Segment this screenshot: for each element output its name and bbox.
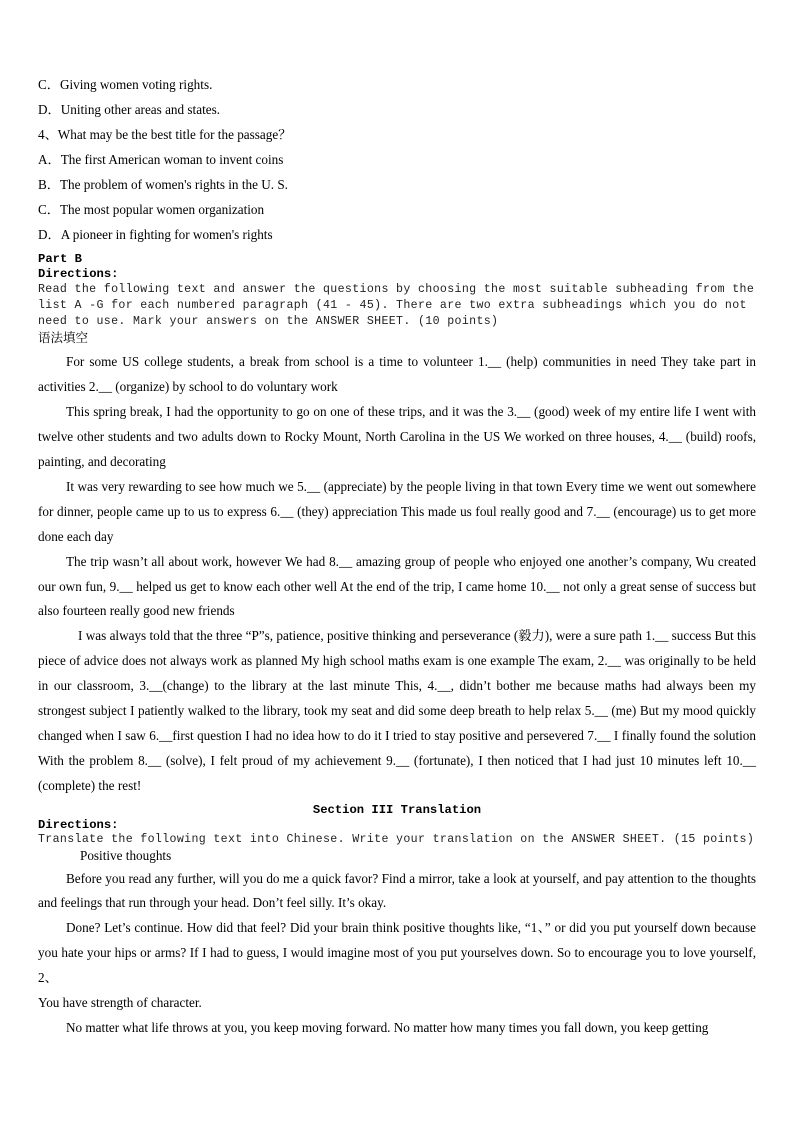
part-b-directions-label: Directions: (38, 267, 119, 281)
cloze-p1-paragraph-3: It was very rewarding to see how much we 5.__ (appreciate) by the people living in that town Every time we went out somewhere for dinner, people came up to us to express 6.__ (they) appreciation This made us foul really good and 7.__ (encourage) us to get more done each day (38, 478, 756, 544)
q3-option-d: D．Uniting other areas and states. (38, 102, 221, 117)
cloze-p2-paragraph: I was always told that the three “P”s, patience, positive thinking and perseverance (毅力), were a sure path 1.__ success But this piece of advice does not always work as planned My high school maths exam is one example The exam, 2.__ was originally to be held in our classroom, 3.__(change) to the library at the last minute This, 4.__, didn’t bother me because maths had always been my strongest subject I patiently walked to the library, took my seat and did some deep breath to help relax 5.__ (me) But my mood quickly changed when I saw 6.__first question I had no idea how to do it I tried to stay positive and persevered 7.__ I finally found the solution With the problem 8.__ (solve), I felt proud of my achievement 9.__ (fortunate), I then noticed that I had just 10 minutes left 10.__ (complete) the rest! (38, 628, 756, 793)
translation-last-paragraph: No matter what life throws at you, you keep moving forward. No matter how many times you fall down, you keep getting (66, 1019, 709, 1035)
cloze-p1-paragraph-1: For some US college students, a break from school is a time to volunteer 1.__ (help) communities in need They take part in activities 2.__ (organize) by school to do voluntary work (38, 354, 756, 395)
translation-plain-line: You have strength of character. (38, 995, 202, 1011)
q4-option-d: D．A pioneer in fighting for women's rights (38, 227, 273, 242)
cloze-label: 语法填空 (38, 330, 89, 346)
section3-heading: Section III Translation (312, 802, 482, 817)
cloze-p1-paragraph-4: The trip wasn’t all about work, however We had 8.__ amazing group of people who enjoyed one another’s company, Wu created our own fun, 9.__ helped us get to know each other well At the end of the trip, I came home 10.__ not only a great sense of success but also fourteen really good new friends (38, 553, 756, 619)
translation-paragraph-1: Before you read any further, will you do me a quick favor? Find a mirror, take a look at yourself, and pay attention to the thoughts and feelings that run through your head. Don’t feel silly. It’s okay. (38, 870, 756, 911)
q3-option-c: C．Giving women voting rights. (38, 77, 213, 92)
translation-title: Positive thoughts (80, 847, 172, 863)
part-b-heading: Part B (38, 252, 82, 266)
q4-option-b: B．The problem of women's rights in the U. S. (38, 177, 288, 192)
section3-directions-text: Translate the following text into Chinese. Write your translation on the ANSWER SHEET. (15 points) (38, 832, 755, 846)
cloze-p1-paragraph-2: This spring break, I had the opportunity to go on one of these trips, and it was the 3.__ (good) week of my entire life I went with twelve other students and two adults down to Rocky Mount, North Carolina in the US We worked on three houses, 4.__ (build) roofs, painting, and decorating (38, 404, 756, 470)
q4-stem: 4、What may be the best title for the passage？ (38, 127, 292, 142)
section3-directions-label: Directions: (38, 817, 119, 832)
part-b-directions-text: Read the following text and answer the questions by choosing the most suitable subheading from the list A -G for each numbered paragraph (41 - 45). There are two extra subheadings which you do not need to use. Mark your answers on the ANSWER SHEET. (10 points) (38, 283, 755, 328)
translation-paragraph-2: Done? Let’s continue. How did that feel? Did your brain think positive thoughts like, “1、” or did you put yourself down because you hate your hips or arms? If I had to guess, I would imagine most of you put yourselves down. So to encourage you to love yourself, 2、 (38, 920, 756, 986)
q4-option-c: C．The most popular women organization (38, 202, 265, 217)
q4-option-a: A．The first American woman to invent coins (38, 152, 284, 167)
document-page (38, 72, 756, 1041)
